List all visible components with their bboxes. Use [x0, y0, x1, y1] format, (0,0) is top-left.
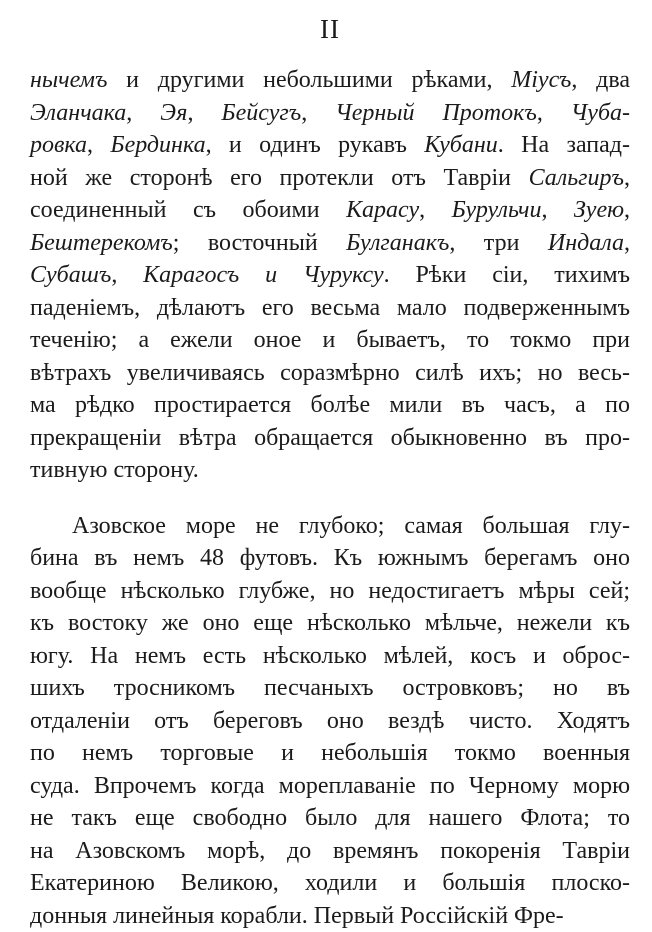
text-line [30, 129, 630, 162]
italic-segment: Зуею [574, 197, 624, 223]
text-segment: , [624, 197, 630, 223]
text-segment: , [624, 230, 630, 256]
text-segment: на Азовскомъ морѣ, до времянъ покоренія Тавріи [30, 838, 630, 864]
text-segment: . Рѣки сіи, тихимъ [384, 262, 630, 288]
text-segment: , [301, 100, 335, 126]
italic-segment: Карагосъ и Чуруксу [143, 262, 383, 288]
text-line [30, 259, 630, 292]
text-line [30, 64, 630, 97]
text-segment: югу. На немъ есть нѣсколько мѣлей, косъ и оброс- [30, 643, 630, 669]
text-segment: и другими небольшими рѣками, [107, 67, 511, 93]
text-line [30, 194, 630, 227]
paragraph-gap [30, 487, 630, 510]
text-segment: , [126, 100, 160, 126]
text-segment: шихъ тросникомъ песчаныхъ островковъ; но въ [30, 675, 630, 701]
text-line [30, 705, 630, 738]
text-segment: бина въ немъ 48 футовъ. Къ южнымъ берегамъ оно [30, 545, 630, 571]
italic-segment: Сальгиръ [529, 165, 624, 191]
text-segment: , [541, 197, 573, 223]
text-line [30, 454, 630, 487]
text-segment: не такъ еще свободно было для нашего Флота; то [30, 805, 630, 831]
text-line [30, 422, 630, 455]
italic-segment: нычемъ [30, 67, 107, 93]
text-segment: къ востоку же оно еще нѣсколько мѣльче, нежели къ [30, 610, 630, 636]
italic-segment: Кубани [424, 132, 498, 158]
text-segment: соединенный съ обоими [30, 197, 346, 223]
text-segment: теченію; а ежели оное и бываетъ, то токмо при [30, 327, 630, 353]
italic-segment: ровка [30, 132, 87, 158]
text-segment: донныя линейныя корабли. Первый Россійскій Фре- [30, 903, 564, 929]
italic-segment: Міусъ [511, 67, 571, 93]
text-segment: ной же сторонѣ его протекли отъ Тавріи [30, 165, 529, 191]
text-line [30, 607, 630, 640]
text-line [30, 640, 630, 673]
text-line [30, 542, 630, 575]
text-line [30, 292, 630, 325]
text-segment: . На запад- [498, 132, 630, 158]
italic-segment: Булганакъ [346, 230, 449, 256]
text-segment: прекращеніи вѣтра обращается обыкновенно въ про- [30, 425, 630, 451]
text-segment: паденіемъ, дѣлаютъ его весьма мало подверженнымъ [30, 295, 630, 321]
text-line [30, 737, 630, 770]
text-segment: Екатериною Великою, ходили и большія плоско- [30, 870, 630, 896]
italic-segment: Бейсугъ [221, 100, 301, 126]
text-segment: по немъ торговые и небольшія токмо военныя [30, 740, 630, 766]
text-body [30, 64, 630, 932]
text-segment: суда. Впрочемъ когда мореплаваніе по Черному морю [30, 773, 630, 799]
italic-segment: Бердинка [110, 132, 205, 158]
italic-segment: Бурульчи [452, 197, 542, 223]
text-segment: , [624, 165, 630, 191]
text-segment: , [537, 100, 571, 126]
paragraph [30, 64, 630, 487]
text-line [30, 162, 630, 195]
text-line [30, 357, 630, 390]
text-segment: Азовское море не глубоко; самая большая глу- [72, 513, 630, 539]
text-line [30, 770, 630, 803]
text-segment: ма рѣдко простирается болѣе мили въ часъ, а по [30, 392, 630, 418]
italic-segment: Чуба- [571, 100, 630, 126]
text-line [30, 672, 630, 705]
italic-segment: Черный Протокъ [335, 100, 537, 126]
text-line [30, 575, 630, 608]
text-line [30, 389, 630, 422]
italic-segment: Субашъ [30, 262, 111, 288]
text-segment: , два [571, 67, 630, 93]
text-line [30, 97, 630, 130]
text-line [30, 900, 630, 932]
text-segment: отдаленіи отъ береговъ оно вездѣ чисто. Ходятъ [30, 708, 630, 734]
text-segment: , и одинъ рукавъ [206, 132, 425, 158]
italic-segment: Карасу [346, 197, 419, 223]
text-segment: тивную сторону. [30, 457, 199, 483]
text-segment: , [87, 132, 110, 158]
text-line [30, 227, 630, 260]
text-line [30, 802, 630, 835]
paragraph [30, 510, 630, 932]
text-segment: вѣтрахъ увеличиваясь соразмѣрно силѣ ихъ; но весь- [30, 360, 630, 386]
text-line [30, 324, 630, 357]
text-segment: ; восточный [173, 230, 346, 256]
italic-segment: Эя [160, 100, 187, 126]
text-line [30, 867, 630, 900]
text-segment: , [187, 100, 221, 126]
text-line [30, 510, 630, 543]
text-segment: , три [449, 230, 547, 256]
text-segment: , [111, 262, 143, 288]
text-segment: вообще нѣсколько глубже, но недостигаетъ мѣры сей; [30, 578, 630, 604]
text-line [30, 835, 630, 868]
italic-segment: Бештерекомъ [30, 230, 173, 256]
italic-segment: Эланчака [30, 100, 126, 126]
text-segment: , [419, 197, 451, 223]
page-number: II [30, 14, 630, 44]
italic-segment: Индала [548, 230, 624, 256]
